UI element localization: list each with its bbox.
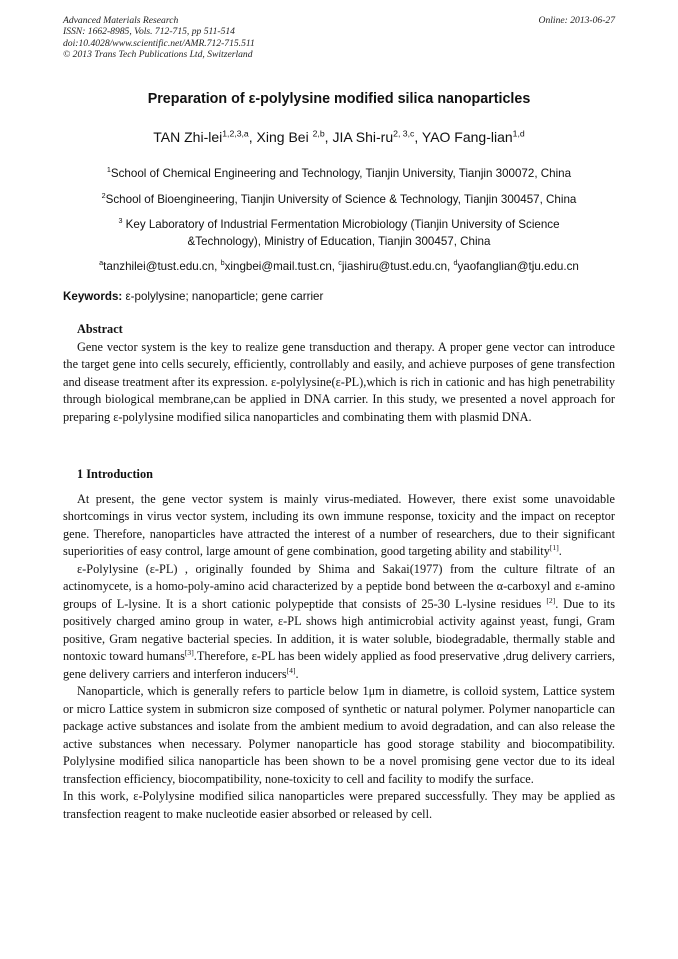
page-header — [63, 15, 615, 61]
keywords — [63, 290, 323, 303]
author-name: TAN Zhi-lei — [153, 129, 223, 145]
citation[interactable]: [4] — [286, 665, 296, 675]
intro-paragraph-4: In this work, ε-Polylysine modified silica nanoparticles were prepared successfully. They may be applied as transfection reagent to make nucleotide easier absorbed or released by cell. — [63, 789, 615, 821]
citation[interactable]: [1] — [549, 542, 559, 552]
affiliation-2: $^2$School of Bioengineering, Tianjin University of Science & Technology, Tianjin 300457, China — [101, 191, 577, 206]
keywords-text: ε-polylysine; nanoparticle; gene carrier — [122, 290, 324, 303]
email-link[interactable]: yaofanglian@tju.edu.cn — [457, 260, 579, 273]
abstract-heading: Abstract — [77, 322, 123, 336]
intro-paragraph-2: ε-Polylysine (ε-PL) , originally founded by Shima and Sakai(1977) from the culture filtrate of an actinomycete, is a homo-poly-amino acid characterized by a peptide bond between the α-carboxyl and ε-amino groups of L-lysine. It is a short cationic polypeptide that consists of 25-30 L-lysine residues [2]. Due to its positively charged amino group in water, ε-PL shows high antimicrobial activity against yeast, fungi, Gram positive, Gram negative bacterial species. In addition, it is water soluble, biodegradable, thermally stable and nontoxic toward humans[3].Therefore, ε-PL has been widely applied as food preservative ,drug delivery carriers, gene delivery carriers and interferon inducers[4]. — [63, 561, 616, 681]
author-affiliation-mark: 1,d — [512, 128, 525, 139]
journal-name: Advanced Materials Research — [63, 15, 179, 26]
keywords-label: Keywords: — [63, 290, 123, 303]
author-list: TAN Zhi-lei$^{1,2,3,a}$, Xing Bei $^{2,b}$, JIA Shi-ru$^{2, 3,c}$, YAO Fang-lian$^{1,d}$ — [153, 128, 525, 145]
paper-title: Preparation of ε-polylysine modified silica nanoparticles — [147, 91, 531, 107]
abstract-section — [63, 321, 615, 426]
email-link[interactable]: jiashiru@tust.edu.cn, — [341, 260, 454, 273]
intro-paragraph-3: Nanoparticle, which is generally refers to particle below 1μm in diametre, is colloid system, Lattice system or micro Lattice system in submicron size composed of synthetic or natural polymer. Polymer nanoparticle can package active substances and isolate from the ambient medium to avoid degradation, and can also release the active substances when necessary. Polymer nanoparticle has good storage stability and biocompatibility. Polylysine modified silica nanoparticle has been shown to be a novel promising gene vector due to its ideal transfection efficiency, biocompatibility, none-toxicity to cell and facility to modify the surface. — [63, 684, 615, 786]
author-name: Xing Bei — [256, 129, 313, 145]
citation[interactable]: [2] — [546, 595, 556, 605]
citation[interactable]: [3] — [184, 647, 194, 657]
intro-paragraph-1: At present, the gene vector system is mainly virus-mediated. However, there exist some unavoidable shortcomings in virus vector system, including its own immune response, toxicity and the impact on receptor gene. Therefore, nanoparticles have attracted the interest of a number of researchers, due to their significant superiorities of easy control, large amount of gene combination, good targeting ability and stability[1]. — [63, 491, 615, 558]
email-list: $^a$tanzhilei@tust.edu.cn, $^b$xingbei@mail.tust.cn, $^c$jiashiru@tust.edu.cn, $^d$yaofanglian@tju.edu.cn — [99, 258, 579, 273]
email-link[interactable]: xingbei@mail.tust.cn, — [224, 260, 339, 273]
affiliation-1: $^1$School of Chemical Engineering and Technology, Tianjin University, Tianjin 300072, China — [106, 165, 572, 180]
doi-line: doi:10.4028/www.scientific.net/AMR.712-715.511 — [63, 37, 255, 49]
introduction-heading: 1 Introduction — [77, 467, 153, 481]
online-date: Online: 2013-06-27 — [538, 15, 615, 26]
affiliation-3: $^3$ Key Laboratory of Industrial Fermentation Microbiology (Tianjin University of Science &Technology), Ministry of Education, Tianjin 300457, China — [118, 216, 560, 248]
author-affiliation-mark: 2,b — [312, 128, 325, 139]
issn-line: ISSN: 1662-8985, Vols. 712-715, pp 511-514 — [63, 26, 235, 38]
copyright-line: © 2013 Trans Tech Publications Ltd, Switzerland — [63, 49, 253, 61]
author-name: YAO Fang-lian — [421, 129, 513, 145]
abstract-text: Gene vector system is the key to realize gene transduction and therapy. A proper gene vector can introduce the target gene into cells securely, efficiently, controllably and easily, and achieve purposes of gene transfection and disease treatment after its expression. ε-polylysine(ε-PL),which is rich in cationic and has high penetrability through biological membrane,can be applied in DNA carrier. In this study, we presented a novel approach for preparing ε-polylysine modified silica nanoparticles and combinating them with plasmid DNA. — [63, 339, 615, 424]
introduction-section — [63, 466, 615, 823]
email-link[interactable]: tanzhilei@tust.edu.cn, — [103, 260, 221, 273]
author-name: JIA Shi-ru — [332, 129, 394, 145]
author-affiliation-mark: 1,2,3,a — [222, 128, 249, 139]
author-affiliation-mark: 2, 3,c — [393, 128, 415, 139]
